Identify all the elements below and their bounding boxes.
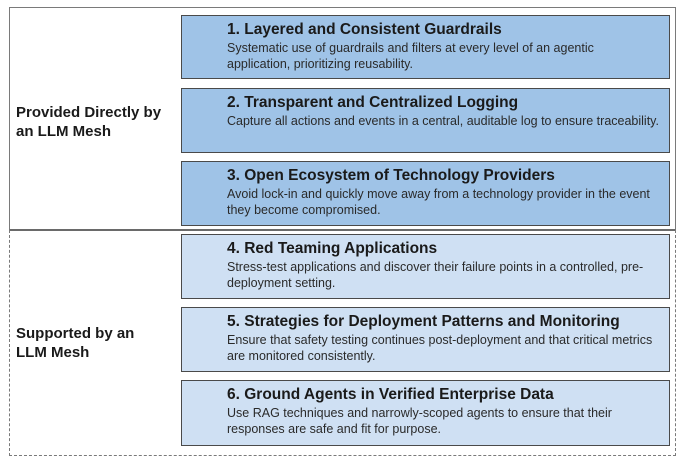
- card-description: Ensure that safety testing continues post-deployment and that critical metrics are monitored consistently.: [227, 333, 653, 363]
- card-description: Systematic use of guardrails and filters at every level of an agentic application, prioritizing reusability.: [227, 41, 594, 71]
- card-title: 6. Ground Agents in Verified Enterprise Data: [227, 386, 554, 403]
- provided-directly-label: [16, 103, 166, 141]
- card-title: 5. Strategies for Deployment Patterns and Monitoring: [227, 313, 620, 330]
- card-ground-agents: [181, 380, 670, 446]
- card-title: 2. Transparent and Centralized Logging: [227, 94, 519, 111]
- card-description: Capture all actions and events in a central, auditable log to ensure traceability.: [227, 114, 659, 128]
- group-label-text: Supported by an LLM Mesh: [16, 325, 135, 361]
- card-description: Avoid lock-in and quickly move away from a technology provider in the event they become compromised.: [227, 187, 650, 217]
- card-title: 1. Layered and Consistent Guardrails: [227, 21, 502, 38]
- group-label-text: Provided Directly by an LLM Mesh: [16, 104, 162, 140]
- card-deployment-strategies: [181, 307, 670, 372]
- card-red-teaming: [181, 234, 670, 299]
- card-title: 3. Open Ecosystem of Technology Providers: [227, 167, 555, 184]
- card-description: Stress-test applications and discover their failure points in a controlled, pre-deployment setting.: [227, 260, 644, 290]
- card-centralized-logging: [181, 88, 670, 153]
- card-title: 4. Red Teaming Applications: [227, 240, 438, 257]
- card-open-ecosystem: [181, 161, 670, 226]
- supported-by-label: [16, 324, 166, 362]
- card-description: Use RAG techniques and narrowly-scoped agents to ensure that their responses are safe and fit for purpose.: [227, 406, 612, 436]
- card-layered-guardrails: [181, 15, 670, 79]
